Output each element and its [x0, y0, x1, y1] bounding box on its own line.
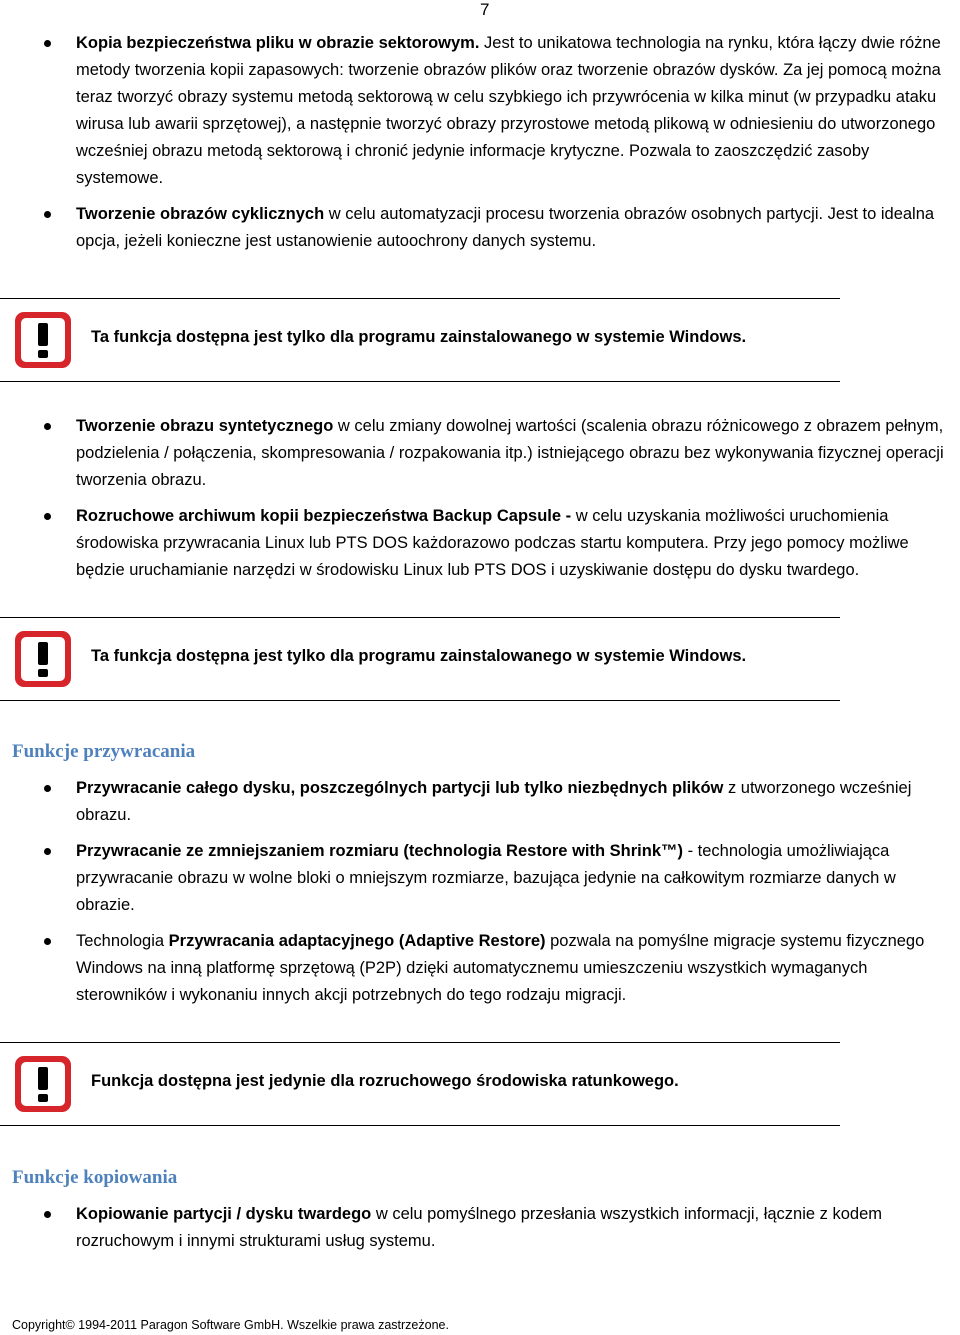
section-heading-copy: Funkcje kopiowania [12, 1167, 178, 1188]
divider [0, 700, 840, 701]
bullet-icon [44, 1211, 51, 1218]
bullet-icon [44, 40, 51, 47]
notice-text: Ta funkcja dostępna jest tylko dla programu zainstalowanego w systemie Windows. [91, 328, 747, 346]
item-text: pozwala na pomyślne migracje systemu fizycznego Windows na inną platformę sprzętową (P2P) dzięki automatycznemu umieszczeniu wszystkich wymaganych sterowników i wykonaniu innych akcji potrzebnych do tego rodzaju migracji. [76, 932, 925, 1004]
warning-exclamation-icon [12, 309, 74, 371]
list-item [0, 838, 960, 919]
list-item [0, 30, 960, 192]
windows-only-notice [0, 617, 840, 701]
list-item [0, 503, 960, 584]
item-text: w celu pomyślnego przesłania wszystkich informacji, łącznie z kodem rozruchowym i innymi strukturami usług systemu. [76, 1205, 883, 1250]
list-item [0, 413, 960, 494]
feature-list-backup [0, 30, 960, 264]
item-prefix: Technologia [76, 932, 169, 950]
item-text: w celu zmiany dowolnej wartości (scalenia obrazu różnicowego z obrazem pełnym, podzielenia / połączenia, skompresowania / rozpakowania itp.) istniejącego obrazu bez wykonywania fizycznej operacji tworzenia obrazu. [76, 417, 944, 489]
divider [0, 381, 840, 382]
notice-text: Ta funkcja dostępna jest tylko dla programu zainstalowanego w systemie Windows. [91, 647, 747, 665]
list-item [0, 1201, 960, 1255]
item-text: w celu automatyzacji procesu tworzenia obrazów osobnych partycji. Jest to idealna opcja, jeżeli konieczne jest ustanowienie autoochrony danych systemu. [76, 205, 935, 250]
windows-only-notice [0, 298, 840, 382]
bullet-icon [44, 785, 51, 792]
warning-exclamation-icon [12, 628, 74, 690]
item-text: w celu uzyskania możliwości uruchomienia środowiska przywracania Linux lub PTS DOS każdorazowo podczas startu komputera. Przy jego pomocy możliwe będzie uruchamianie narzędzi w środowisku Linux lub PTS DOS i uzyskiwanie dostępu do dysku twardego. [76, 507, 909, 579]
bullet-icon [44, 513, 51, 520]
list-item [0, 201, 960, 255]
item-lead: Kopia bezpieczeństwa pliku w obrazie sektorowym. [76, 34, 480, 52]
item-lead: Tworzenie obrazów cyklicznych [76, 205, 325, 223]
bullet-icon [44, 423, 51, 430]
item-lead: Przywracania adaptacyjnego (Adaptive Restore) [168, 932, 546, 950]
item-text: Jest to unikatowa technologia na rynku, która łączy dwie różne metody tworzenia kopii zapasowych: tworzenie obrazów plików oraz tworzenie obrazów dysków. Za jej pomocą można teraz tworzyć obrazy systemu metodą sektorową w celu szybkiego ich przywrócenia w kilka minut (w przypadku ataku wirusa lub awarii sprzętowej), a następnie tworzyć obrazy przyrostowe metodą plikową w odniesieniu do utworzonego wcześniej obrazu metodą sektorową i chronić jedynie informacje krytyczne. Pozwala to zaoszczędzić zasoby systemowe. [76, 34, 941, 187]
item-lead: Rozruchowe archiwum kopii bezpieczeństwa Backup Capsule - [76, 507, 572, 525]
feature-list-restore [0, 775, 960, 1018]
item-lead: Przywracanie ze zmniejszaniem rozmiaru (technologia Restore with Shrink™) [76, 842, 683, 860]
rescue-env-notice [0, 1042, 840, 1126]
item-lead: Tworzenie obrazu syntetycznego [76, 417, 334, 435]
list-item [0, 775, 960, 829]
item-text: - technologia umożliwiająca przywracanie obrazu w wolne bloki o mniejszym rozmiarze, bazująca jedynie na całkowitym rozmiarze danych w obrazie. [76, 842, 896, 914]
divider [0, 1125, 840, 1126]
feature-list-copy [0, 1201, 960, 1264]
copyright-footer: Copyright© 1994-2011 Paragon Software GmbH. Wszelkie prawa zastrzeżone. [12, 1318, 449, 1332]
section-heading-restore: Funkcje przywracania [12, 741, 196, 762]
divider [0, 617, 840, 618]
divider [0, 1042, 840, 1043]
item-lead: Kopiowanie partycji / dysku twardego [76, 1205, 372, 1223]
list-item [0, 928, 960, 1009]
item-lead: Przywracanie całego dysku, poszczególnych partycji lub tylko niezbędnych plików [76, 779, 724, 797]
warning-exclamation-icon [12, 1053, 74, 1115]
feature-list-backup-2 [0, 413, 960, 593]
bullet-icon [44, 211, 51, 218]
notice-text: Funkcja dostępna jest jedynie dla rozruchowego środowiska ratunkowego. [91, 1072, 679, 1090]
item-text: z utworzonego wcześniej obrazu. [76, 779, 912, 824]
divider [0, 298, 840, 299]
page-number: 7 [480, 0, 490, 19]
bullet-icon [44, 848, 51, 855]
bullet-icon [44, 938, 51, 945]
